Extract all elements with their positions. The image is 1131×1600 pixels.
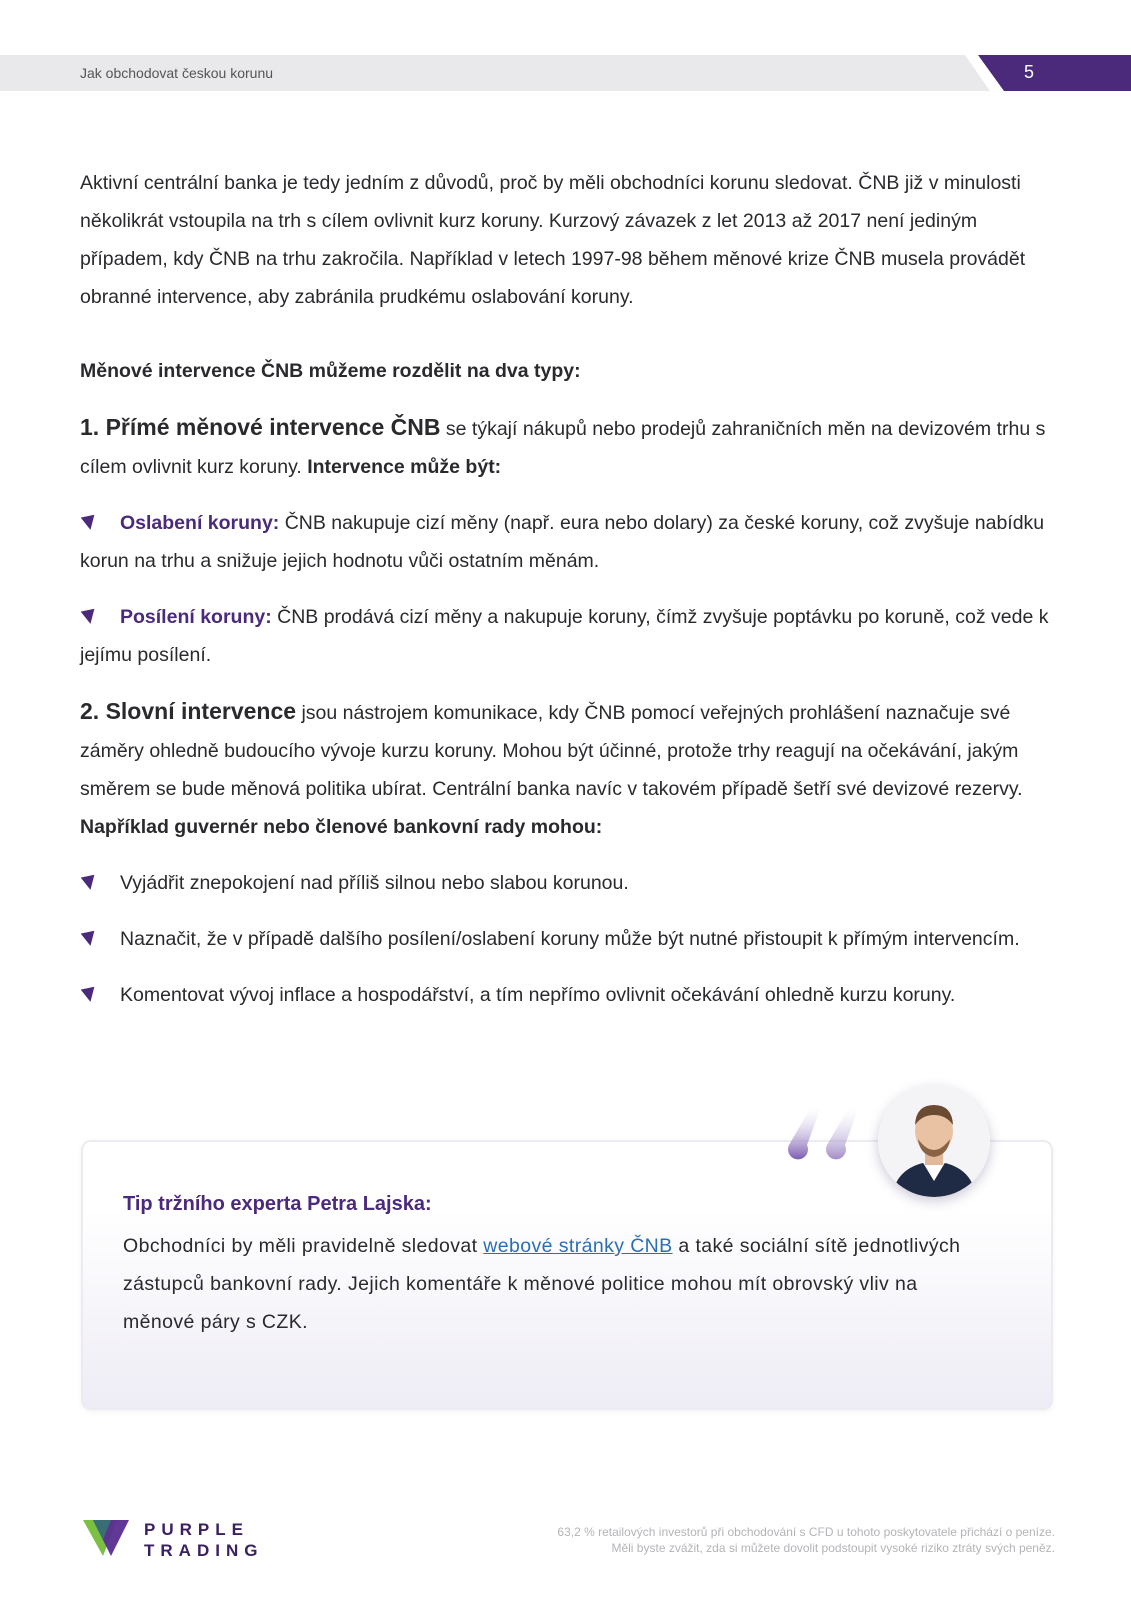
section-1-text: se týkají nákupů nebo prodejů zahraničních měn na devizovém trhu s cílem ovlivnit kurz koruny. [80, 418, 1046, 478]
document-title: Jak obchodovat českou korunu [80, 65, 274, 81]
expert-avatar [878, 1085, 990, 1197]
list-item [80, 504, 1055, 580]
bullet-label: Oslabení koruny: [120, 512, 280, 534]
tip-text [123, 1227, 963, 1341]
triangle-bullet-icon [81, 609, 98, 626]
triangle-bullet-icon [81, 931, 98, 948]
bullet-text: ČNB prodává cizí měny a nakupuje koruny, čímž zvyšuje poptávku po koruně, což vede k jejímu posílení. [80, 606, 1049, 666]
list-item [80, 864, 1055, 902]
list-item [80, 598, 1055, 674]
section-subheading: Měnové intervence ČNB můžeme rozdělit na dva typy: [80, 360, 581, 382]
tip-text-end: a také sociální sítě jednotlivých zástupců bankovní rady. Jejich komentáře k měnové politice mohou mít obrovský vliv na měnové páry s CZK. [123, 1235, 961, 1333]
section-1-paragraph [80, 408, 1055, 486]
section-2-bold-text: Například guvernér nebo členové bankovní rady mohou: [80, 816, 603, 838]
risk-disclaimer [557, 1524, 1055, 1556]
disclaimer-line-1: 63,2 % retailových investorů při obchodování s CFD u tohoto poskytovatele přichází o peníze. [557, 1525, 1055, 1539]
logo-line-1: PURPLE [144, 1520, 249, 1539]
section-1-bold-text: Intervence může být: [307, 456, 502, 478]
page-number: 5 [1024, 62, 1035, 82]
main-content [80, 164, 1055, 1032]
triangle-bullet-icon [81, 875, 98, 892]
cnb-website-link[interactable]: webové stránky ČNB [483, 1235, 673, 1257]
quote-icon [785, 1105, 867, 1167]
bullet-label: Posílení koruny: [120, 606, 272, 628]
company-logo-text [144, 1519, 263, 1561]
list-item [80, 976, 1055, 1014]
bullet-text: Naznačit, že v případě dalšího posílení/oslabení koruny může být nutné přistoupit k přímým intervencím. [120, 928, 1020, 950]
triangle-bullet-icon [81, 515, 98, 532]
bullet-text: Vyjádřit znepokojení nad příliš silnou nebo slabou korunou. [120, 872, 629, 894]
page-number-badge [978, 55, 1131, 91]
page-header [0, 55, 1131, 91]
section-1-heading: 1. Přímé měnové intervence ČNB [80, 414, 441, 440]
tip-text-start: Obchodníci by měli pravidelně sledovat [123, 1235, 484, 1257]
intro-paragraph: Aktivní centrální banka je tedy jedním z důvodů, proč by měli obchodníci korunu sledovat. ČNB již v minulosti několikrát vstoupila na trh s cílem ovlivnit kurz koruny. Kurzový závazek z let 2013 až 2017 není jediným případem, kdy ČNB na trhu zakročila. Například v letech 1997-98 během měnové krize ČNB musela provádět obranné intervence, aby zabránila prudkému oslabování koruny. [80, 172, 1026, 308]
triangle-bullet-icon [81, 987, 98, 1004]
tip-title: Tip tržního experta Petra Lajska: [123, 1193, 432, 1215]
bullet-text: Komentovat vývoj inflace a hospodářství, a tím nepřímo ovlivnit očekávání ohledně kurzu koruny. [120, 984, 956, 1006]
section-2-heading: 2. Slovní intervence [80, 698, 297, 724]
list-item [80, 920, 1055, 958]
disclaimer-line-2: Měli byste zvážit, zda si můžete dovolit podstoupit vysoké riziko ztráty svých peněz. [611, 1541, 1055, 1555]
section-2-paragraph [80, 692, 1055, 846]
bullet-text: ČNB nakupuje cizí měny (např. eura nebo dolary) za české koruny, což zvyšuje nabídku korun na trhu a snižuje jejich hodnotu vůči ostatním měnám. [80, 512, 1045, 572]
section-2-text: jsou nástrojem komunikace, kdy ČNB pomocí veřejných prohlášení naznačuje své záměry ohledně budoucího vývoje kurzu koruny. Mohou být účinné, protože trhy reagují na očekávání, jakým směrem se bude měnová politika ubírat. Centrální banka navíc v takovém případě šetří své devizové rezervy. [80, 702, 1023, 800]
purple-trading-logo-icon [83, 1518, 131, 1558]
logo-line-2: TRADING [144, 1541, 264, 1560]
